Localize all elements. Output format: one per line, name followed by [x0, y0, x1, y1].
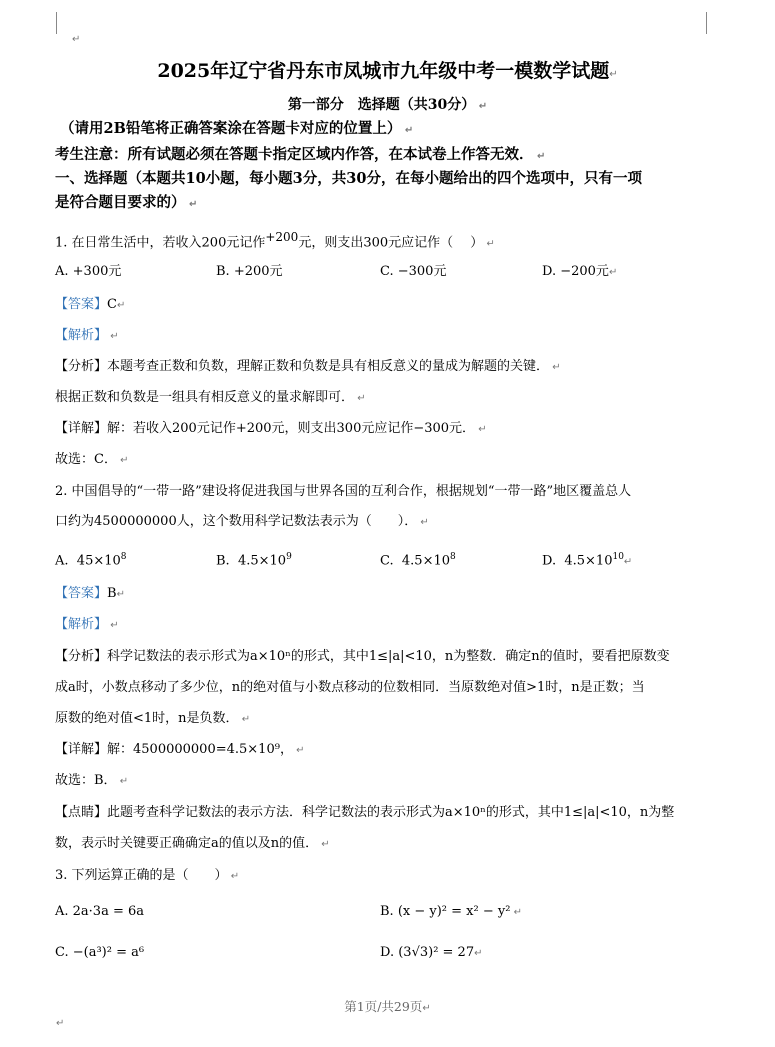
- q1-option-b: B. +200元: [216, 264, 283, 279]
- paragraph-mark-icon: ↵: [475, 424, 487, 435]
- q3-option-c: C. −(a³)² = a⁶: [55, 945, 145, 960]
- page-footer: 第1页/共29页↵: [344, 999, 431, 1014]
- q2-option-d: D. $4.5\times 10^{10}↵$: [542, 552, 633, 569]
- paragraph-mark-icon: ↵: [609, 69, 618, 80]
- q1-analysis-label: 【解析】 ↵: [55, 328, 119, 343]
- q2-option-b: B. $4.5\times 10^9$: [216, 552, 292, 569]
- paragraph-mark-icon: ↵: [549, 362, 561, 373]
- q1-option-d: D. −200元↵: [542, 264, 618, 279]
- paragraph-mark-icon: ↵: [533, 151, 546, 162]
- paragraph-mark-icon: ↵: [56, 1018, 65, 1029]
- paragraph-mark-icon: ↵: [483, 238, 495, 250]
- paragraph-mark-icon: ↵: [608, 267, 618, 278]
- q1-answer: 【答案】C↵: [55, 297, 126, 312]
- q2-analysis-line: 【分析】科学记数法的表示形式为a×10ⁿ的形式，其中1≤|a|<10，n为整数．确定n的值时，要看把原数变: [55, 649, 670, 664]
- page-title: 2025年辽宁省丹东市凤城市九年级中考一模数学试题↵: [157, 60, 618, 82]
- section-heading: 第一部分 选择题（共30分） ↵: [287, 97, 488, 113]
- paragraph-mark-icon: ↵: [474, 948, 483, 959]
- paragraph-mark-icon: ↵: [292, 745, 305, 756]
- part-heading-line2: 是符合题目要求的） ↵: [55, 194, 198, 211]
- paragraph-mark-icon: ↵: [417, 517, 429, 528]
- paragraph-mark-icon: ↵: [107, 331, 119, 342]
- q2-answer: 【答案】B↵: [55, 586, 125, 601]
- paragraph-mark-icon: ↵: [238, 714, 251, 725]
- paragraph-mark-icon: ↵: [116, 300, 126, 311]
- q1-detail-line: 【详解】解：若收入200元记作+200元，则支出300元应记作−300元． ↵: [55, 421, 487, 436]
- q2-remark-line: 【点睛】此题考查科学记数法的表示方法．科学记数法的表示形式为a×10ⁿ的形式，其中1≤|a|<10，n为整: [55, 805, 675, 820]
- paragraph-mark-icon: ↵: [318, 839, 330, 850]
- question-2-stem-line2: 口约为4500000000人，这个数用科学记数法表示为（ ）． ↵: [55, 514, 429, 529]
- q2-analysis-line: 成a时，小数点移动了多少位，n的绝对值与小数点移动的位数相同．当原数绝对值>1时，n是正数；当: [55, 680, 645, 695]
- q2-option-a: A. $45\times 10^8$: [55, 552, 127, 569]
- q2-conclusion: 故选：B． ↵: [55, 773, 129, 788]
- crop-mark-top-left: [56, 12, 57, 34]
- q3-option-a: A. 2a·3a = 6a: [55, 904, 145, 919]
- q1-analysis-line: 根据正数和负数是一组具有相反意义的量求解即可． ↵: [55, 390, 366, 405]
- paragraph-mark-icon: ↵: [510, 907, 522, 918]
- question-1-stem: 1. 在日常生活中，若收入200元记作$^{+200}$元，则支出300元应记作（ ） ↵: [55, 230, 495, 251]
- paragraph-mark-icon: ↵: [107, 620, 119, 631]
- q1-option-a: A. +300元: [55, 264, 122, 279]
- instruction-text: （请用2B铅笔将正确答案涂在答题卡对应的位置上） ↵: [60, 120, 414, 137]
- q1-analysis-line: 【分析】本题考查正数和负数，理解正数和负数是具有相反意义的量成为解题的关键． ↵: [55, 359, 561, 374]
- q3-option-d: D. (3√3)² = 27↵: [380, 945, 483, 960]
- paragraph-mark-icon: ↵: [422, 1003, 431, 1014]
- paragraph-mark-icon: ↵: [185, 199, 198, 210]
- question-3-stem: 3. 下列运算正确的是（ ） ↵: [55, 868, 240, 883]
- q2-analysis-line: 原数的绝对值<1时，n是负数． ↵: [55, 711, 251, 726]
- q2-detail-line: 【详解】解：4500000000=4.5×10⁹， ↵: [55, 742, 305, 757]
- paragraph-mark-icon: ↵: [116, 776, 129, 787]
- q2-analysis-label: 【解析】 ↵: [55, 617, 119, 632]
- paragraph-mark-icon: ↵: [116, 455, 129, 466]
- paragraph-mark-icon: ↵: [401, 125, 414, 136]
- paragraph-mark-icon: ↵: [72, 34, 81, 45]
- q1-conclusion: 故选：C． ↵: [55, 452, 129, 467]
- paragraph-mark-icon: ↵: [227, 871, 240, 882]
- crop-mark-top-right: [706, 12, 707, 34]
- q2-remark-line: 数，表示时关键要正确确定a的值以及n的值． ↵: [55, 836, 330, 851]
- question-2-stem-line1: 2. 中国倡导的“一带一路”建设将促进我国与世界各国的互利合作，根据规划“一带一路”地区覆盖总人: [55, 484, 632, 499]
- paragraph-mark-icon: ↵: [623, 556, 633, 568]
- q3-option-b: B. (x − y)² = x² − y² ↵: [380, 904, 522, 919]
- paragraph-mark-icon: ↵: [354, 393, 366, 404]
- notice-text: 考生注意：所有试题必须在答题卡指定区域内作答，在本试卷上作答无效． ↵: [55, 146, 546, 163]
- part-heading-line1: 一、选择题（本题共10小题，每小题3分，共30分，在每小题给出的四个选项中，只有一项: [55, 170, 642, 187]
- q2-option-c: C. $4.5\times 10^8$: [380, 552, 456, 569]
- paragraph-mark-icon: ↵: [475, 101, 488, 112]
- q1-option-c: C. −300元: [380, 264, 447, 279]
- paragraph-mark-icon: ↵: [116, 589, 125, 600]
